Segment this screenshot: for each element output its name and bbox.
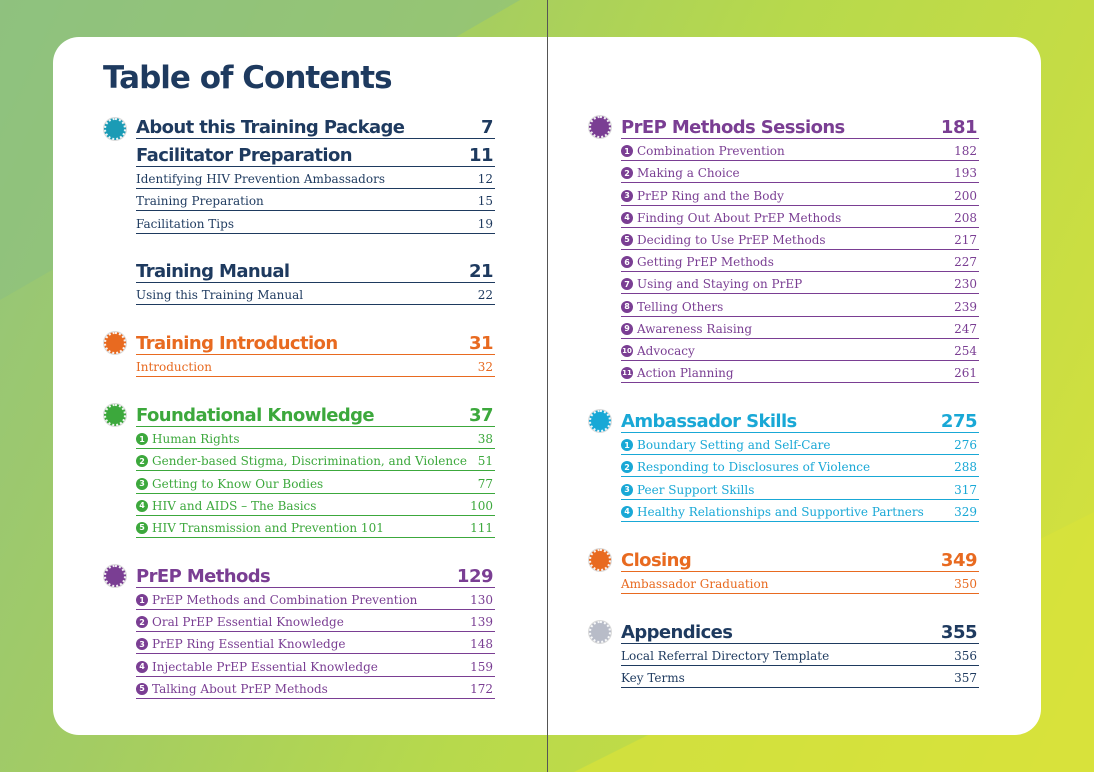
section-heading[interactable]: Training Introduction 31: [136, 330, 495, 355]
entry-label-wrap: [136, 477, 323, 491]
toc-entry[interactable]: [136, 516, 495, 538]
entry-label-wrap: [136, 637, 346, 651]
entry-label: Using this Training Manual: [136, 287, 304, 302]
entry-page: 193: [954, 166, 977, 181]
section-manual: [136, 258, 495, 305]
number-badge-icon: 11: [622, 369, 632, 378]
entry-page: 77: [477, 476, 493, 491]
entry-page: 329: [954, 504, 977, 519]
entry-label-wrap: [136, 615, 344, 629]
number-badge-icon: 1: [136, 433, 148, 445]
number-badge-icon: 3: [136, 638, 148, 650]
section-sessions: [621, 114, 979, 383]
toc-entry[interactable]: [136, 632, 495, 654]
item-list: [136, 167, 495, 234]
number-badge-icon: 3: [136, 478, 148, 490]
toc-entry[interactable]: [621, 206, 979, 228]
toc-entry[interactable]: [621, 477, 979, 499]
entry-label: Identifying HIV Prevention Ambassadors: [136, 172, 385, 187]
entry-label: HIV and AIDS – The Basics: [152, 498, 317, 513]
entry-page: 111: [470, 520, 493, 535]
entry-page: 227: [954, 255, 977, 270]
entry-page: 350: [954, 577, 977, 591]
section-heading[interactable]: PrEP Methods Sessions 181: [621, 114, 979, 139]
toc-entry[interactable]: [136, 449, 495, 471]
section-heading[interactable]: About this Training Package 7: [136, 114, 495, 139]
entry-page: 217: [954, 232, 977, 247]
toc-entry[interactable]: [621, 139, 979, 161]
purple-dot-icon: [104, 565, 126, 587]
entry-page: 247: [954, 321, 977, 336]
number-badge-icon: 2: [621, 167, 633, 179]
number-badge-icon: 8: [621, 301, 633, 313]
toc-entry[interactable]: [136, 283, 495, 305]
entry-page: 208: [954, 210, 977, 225]
entry-page: 38: [477, 432, 493, 447]
entry-label-wrap: [621, 649, 829, 663]
entry-page: 254: [954, 343, 977, 358]
entry-page: 139: [470, 615, 493, 630]
entry-label-wrap: [136, 194, 264, 208]
number-badge-icon: 9: [621, 323, 633, 335]
entry-page: 356: [954, 649, 977, 664]
entry-label: PrEP Ring Essential Knowledge: [152, 637, 346, 652]
entry-label: PrEP Methods and Combination Prevention: [152, 593, 418, 608]
entry-label-wrap: [621, 144, 785, 158]
entry-label-wrap: [136, 499, 316, 513]
entry-label-wrap: [621, 577, 768, 591]
toc-entry[interactable]: [621, 272, 979, 294]
entry-label-wrap: [621, 671, 685, 685]
entry-label: Facilitation Tips: [136, 216, 234, 231]
toc-entry[interactable]: [136, 588, 495, 610]
entry-label: Training Preparation: [136, 194, 264, 209]
entry-label-wrap: [621, 438, 830, 452]
section-foundational: [136, 402, 495, 538]
entry-label-wrap: [136, 360, 212, 374]
entry-label: Ambassador Graduation: [621, 577, 769, 591]
section-heading[interactable]: Training Manual 21: [136, 258, 495, 283]
toc-entry[interactable]: [621, 339, 979, 361]
number-badge-icon: 4: [621, 506, 633, 518]
entry-label: Getting PrEP Methods: [637, 255, 774, 270]
entry-label-wrap: [136, 432, 240, 446]
entry-page: 276: [954, 438, 977, 453]
entry-page: 148: [470, 637, 493, 652]
section-intro: [136, 330, 495, 377]
entry-label: Talking About PrEP Methods: [152, 681, 328, 696]
toc-entry[interactable]: [136, 189, 495, 211]
entry-label-wrap: [621, 300, 723, 314]
item-list: [621, 433, 979, 522]
number-badge-icon: 4: [621, 212, 633, 224]
entry-label: Using and Staying on PrEP: [637, 277, 803, 292]
entry-label: Awareness Raising: [637, 321, 753, 336]
toc-entry[interactable]: [136, 610, 495, 632]
number-badge-icon: 2: [621, 461, 633, 473]
green-dot-icon: [104, 404, 126, 426]
toc-entry[interactable]: [621, 228, 979, 250]
toc-entry[interactable]: [621, 455, 979, 477]
number-badge-icon: 5: [621, 234, 633, 246]
entry-page: 15: [477, 194, 493, 209]
number-badge-icon: 7: [621, 278, 633, 290]
number-badge-icon: 4: [136, 661, 148, 673]
entry-page: 22: [477, 287, 493, 302]
teal-dot-icon: [104, 118, 126, 140]
item-list: [136, 283, 495, 305]
right-column: [621, 114, 979, 688]
number-badge-icon: 2: [136, 616, 148, 628]
section-about: [136, 114, 495, 139]
entry-label-wrap: [136, 172, 385, 186]
toc-entry[interactable]: [621, 433, 979, 455]
toc-entry[interactable]: [136, 355, 495, 377]
toc-entry[interactable]: [136, 167, 495, 189]
entry-label: Boundary Setting and Self-Care: [637, 438, 831, 453]
number-badge-icon: 4: [136, 500, 148, 512]
item-list: [136, 355, 495, 377]
entry-label-wrap: [621, 277, 802, 291]
section-prep-methods: [136, 563, 495, 699]
left-column: [136, 114, 495, 699]
entry-page: 288: [954, 460, 977, 475]
toc-entry[interactable]: [621, 572, 979, 594]
toc-entry[interactable]: [136, 494, 495, 516]
entry-label: Deciding to Use PrEP Methods: [637, 232, 826, 247]
section-heading[interactable]: Appendices 355: [621, 619, 979, 644]
entry-page: 100: [470, 498, 493, 513]
entry-label: Healthy Relationships and Supportive Partners: [637, 504, 924, 519]
toc-entry[interactable]: [136, 654, 495, 676]
page-spine: [547, 0, 548, 772]
number-badge-icon: 10: [622, 346, 632, 355]
entry-label: Oral PrEP Essential Knowledge: [152, 615, 344, 630]
entry-label: Injectable PrEP Essential Knowledge: [152, 659, 378, 674]
number-badge-icon: 6: [621, 256, 633, 268]
entry-label-wrap: [136, 521, 384, 535]
number-badge-icon: 5: [136, 683, 148, 695]
toc-entry[interactable]: [621, 294, 979, 316]
number-badge-icon: 1: [621, 145, 633, 157]
item-list: [621, 644, 979, 688]
entry-page: 12: [477, 172, 493, 187]
entry-page: 51: [477, 454, 493, 469]
entry-page: 317: [954, 482, 977, 497]
entry-label-wrap: [621, 233, 826, 247]
section-closing: [621, 547, 979, 594]
entry-label-wrap: [621, 166, 740, 180]
toc-entry[interactable]: [621, 644, 979, 666]
entry-label-wrap: [621, 483, 754, 497]
section-heading[interactable]: Ambassador Skills 275: [621, 408, 979, 433]
section-heading[interactable]: Facilitator Preparation 11: [136, 142, 495, 167]
number-badge-icon: 1: [621, 439, 633, 451]
entry-label: PrEP Ring and the Body: [637, 188, 784, 203]
entry-page: 230: [954, 277, 977, 292]
item-list: [621, 139, 979, 383]
entry-page: 32: [477, 359, 493, 374]
entry-label: Making a Choice: [637, 166, 740, 181]
entry-label: Responding to Disclosures of Violence: [637, 460, 871, 475]
toc-entry[interactable]: [621, 500, 979, 522]
entry-label-wrap: [136, 288, 303, 302]
entry-label-wrap: [621, 505, 924, 519]
toc-entry[interactable]: [621, 666, 979, 688]
item-list: [136, 427, 495, 538]
toc-entry[interactable]: [621, 361, 979, 383]
entry-label: HIV Transmission and Prevention 101: [152, 520, 384, 535]
entry-page: 19: [477, 216, 493, 231]
gray-dot-icon: [589, 621, 611, 643]
number-badge-icon: 2: [136, 455, 148, 467]
entry-label-wrap: [136, 217, 234, 231]
entry-label-wrap: [621, 211, 841, 225]
entry-label-wrap: [136, 593, 417, 607]
orange-dot-icon: [589, 549, 611, 571]
toc-entry[interactable]: [621, 317, 979, 339]
entry-label-wrap: [621, 460, 870, 474]
entry-page: 182: [954, 144, 977, 159]
item-list: [621, 572, 979, 594]
section-facilitator: [136, 142, 495, 234]
entry-label: Combination Prevention: [637, 144, 785, 159]
page-title: Table of Contents: [103, 60, 392, 96]
entry-label: Local Referral Directory Template: [621, 649, 830, 664]
entry-label-wrap: [621, 344, 695, 358]
orange-dot-icon: [104, 332, 126, 354]
item-list: [136, 588, 495, 699]
toc-entry[interactable]: [136, 211, 495, 233]
toc-entry[interactable]: [621, 250, 979, 272]
entry-label: Gender-based Stigma, Discrimination, and Violence: [152, 454, 467, 469]
entry-page: 130: [470, 593, 493, 608]
entry-label: Getting to Know Our Bodies: [152, 476, 324, 491]
entry-label: Human Rights: [152, 432, 240, 447]
entry-label: Key Terms: [621, 671, 685, 686]
blue-dot-icon: [589, 410, 611, 432]
entry-label-wrap: [136, 682, 328, 696]
toc-entry[interactable]: [621, 183, 979, 205]
section-skills: [621, 408, 979, 522]
number-badge-icon: 5: [136, 522, 148, 534]
section-appendices: [621, 619, 979, 688]
entry-page: 357: [954, 671, 977, 686]
toc-entry[interactable]: [621, 161, 979, 183]
entry-label-wrap: [621, 322, 752, 336]
entry-label: Action Planning: [637, 366, 734, 381]
entry-page: 239: [954, 299, 977, 314]
entry-label: Advocacy: [637, 343, 695, 358]
entry-page: 159: [470, 659, 493, 674]
entry-page: 172: [470, 681, 493, 696]
entry-label: Introduction: [136, 359, 212, 374]
toc-entry[interactable]: [136, 471, 495, 493]
entry-label-wrap: [621, 189, 784, 203]
entry-label-wrap: [621, 366, 734, 380]
number-badge-icon: 3: [621, 484, 633, 496]
entry-label-wrap: [136, 660, 378, 674]
entry-label-wrap: [136, 454, 467, 468]
section-heading[interactable]: PrEP Methods 129: [136, 563, 495, 588]
section-heading[interactable]: Foundational Knowledge 37: [136, 402, 495, 427]
entry-label: Finding Out About PrEP Methods: [637, 210, 842, 225]
entry-label: Telling Others: [637, 299, 724, 314]
entry-page: 261: [954, 366, 977, 381]
section-heading[interactable]: Closing 349: [621, 547, 979, 572]
entry-label: Peer Support Skills: [637, 482, 755, 497]
entry-page: 200: [954, 188, 977, 203]
purple-dot-icon: [589, 116, 611, 138]
entry-label-wrap: [621, 255, 774, 269]
number-badge-icon: 1: [136, 594, 148, 606]
toc-entry[interactable]: [136, 427, 495, 449]
number-badge-icon: 3: [621, 190, 633, 202]
toc-entry[interactable]: [136, 677, 495, 699]
